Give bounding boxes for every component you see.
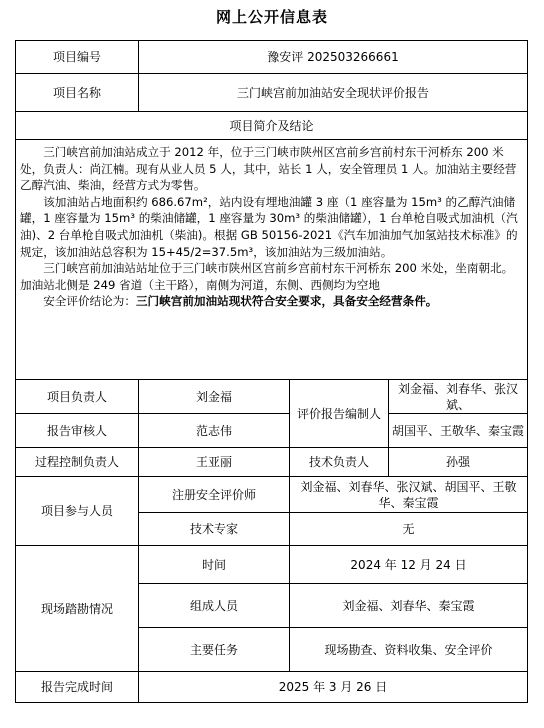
report-reviewer-label: 报告审核人: [16, 414, 139, 448]
conclusion-prefix: 安全评价结论为：: [43, 294, 136, 309]
conclusion-text: 三门峡宫前加油站现状符合安全要求，具备安全经营条件。: [135, 294, 438, 309]
site-survey-label: 现场踏勘情况: [16, 546, 139, 672]
process-controller-label: 过程控制负责人: [16, 448, 139, 477]
tech-expert-label: 技术专家: [139, 513, 290, 546]
project-name-label: 项目名称: [16, 74, 139, 112]
survey-members-value: 刘金福、刘春华、秦宝霞: [290, 584, 528, 628]
process-controller-value: 王亚丽: [139, 448, 290, 477]
project-name-value: 三门峡宫前加油站安全现状评价报告: [139, 74, 528, 112]
intro-body: [16, 140, 528, 380]
row-process-controller: [16, 448, 528, 477]
row-project-leader: [16, 380, 528, 414]
completion-value: 2025 年 3 月 26 日: [139, 672, 528, 703]
survey-time-value: 2024 年 12 月 24 日: [290, 546, 528, 584]
intro-paragraph-1: 三门峡宫前加油站成立于 2012 年，位于三门峡市陕州区宫前乡宫前村东干河桥东 200 米处，负责人：尚江楠。现有从业人员 5 人，其中，站长 1 人，安全管理员 1 人。加油站主要经营乙醇汽油、柴油，经营方式为零售。: [20, 145, 517, 193]
project-leader-value: 刘金福: [139, 380, 290, 414]
intro-paragraph-3: 三门峡宫前加油站站址位于三门峡市陕州区宫前乡宫前村东干河桥东 200 米处，坐南朝北。加油站北侧是 249 省道（主干路），南侧为河道，东侧、西侧均为空地: [20, 261, 514, 292]
report-reviewer-value: 范志伟: [139, 414, 290, 448]
row-registered-assessors: [16, 477, 528, 513]
tech-expert-value: 无: [290, 513, 528, 546]
project-no-label: 项目编号: [16, 41, 139, 74]
registered-assessors-label: 注册安全评价师: [139, 477, 290, 513]
survey-tasks-label: 主要任务: [139, 628, 290, 672]
registered-assessors-value: 刘金福、刘春华、张汉斌、胡国平、王敬华、秦宝霞: [290, 477, 528, 513]
row-report-reviewer: [16, 414, 528, 448]
info-table: [15, 40, 528, 703]
survey-members-label: 组成人员: [139, 584, 290, 628]
tech-leader-value: 孙强: [389, 448, 528, 477]
intro-heading: 项目简介及结论: [16, 112, 528, 140]
intro-paragraph-4: [20, 293, 521, 310]
intro-paragraph-2: 该加油站占地面积约 686.67m²，站内设有埋地油罐 3 座（1 座容量为 15m³ 的乙醇汽油储罐，1 座容量为 15m³ 的柴油储罐，1 座容量为 30m³ 的柴油储罐），1 台单枪自吸式加油机（汽油)、2 台单枪自吸式加油机（柴油)。根据 GB 50156-2021《汽车加油加气加氢站技术标准》的规定，该加油站总容积为 15+45/2=37.5m³，该加油站为三级加油站。: [20, 194, 518, 259]
survey-tasks-value: 现场勘查、资料收集、安全评价: [290, 628, 528, 672]
report-writers-label: 评价报告编制人: [290, 380, 389, 448]
row-project-name: [16, 74, 528, 112]
completion-label: 报告完成时间: [16, 672, 139, 703]
row-completion: [16, 672, 528, 703]
project-leader-label: 项目负责人: [16, 380, 139, 414]
row-survey-time: [16, 546, 528, 584]
participants-label: 项目参与人员: [16, 477, 139, 546]
tech-leader-label: 技术负责人: [290, 448, 389, 477]
project-no-value: 豫安评 202503266661: [139, 41, 528, 74]
page-title: 网上公开信息表: [215, 8, 328, 26]
report-writers-line2: 胡国平、王敬华、秦宝霞: [389, 414, 528, 448]
row-intro-heading: [16, 112, 528, 140]
report-writers-line1: 刘金福、刘春华、张汉斌、: [389, 380, 528, 414]
row-intro-body: [16, 140, 528, 380]
row-project-no: [16, 41, 528, 74]
survey-time-label: 时间: [139, 546, 290, 584]
